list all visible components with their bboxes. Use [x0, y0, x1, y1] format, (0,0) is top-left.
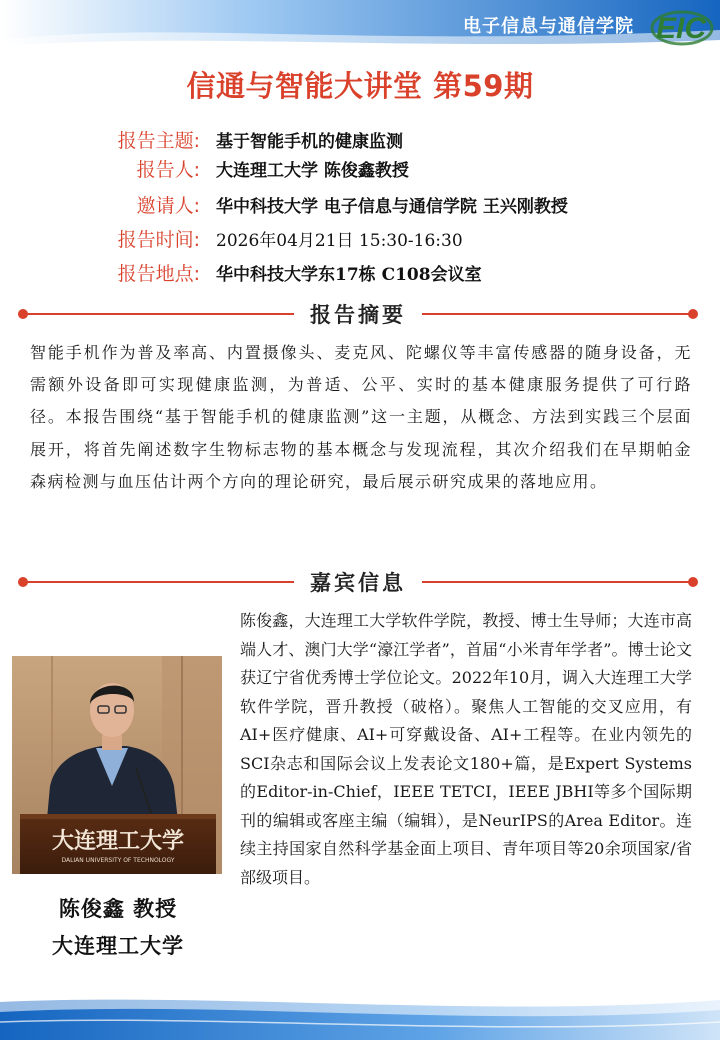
podium-subtext: DALIAN UNIVERSITY OF TECHNOLOGY: [61, 857, 175, 864]
info-speaker-row: [0, 155, 720, 185]
speaker-photo-icon: [12, 656, 222, 874]
speaker-value: 大连理工大学 陈俊鑫教授: [216, 161, 409, 181]
time-label: 报告时间:: [117, 229, 200, 251]
guest-bio: 陈俊鑫，大连理工大学软件学院，教授、博士生导师；大连市高端人才、澳门大学“濠江学者”，首届“小米青年学者”。博士论文获辽宁省优秀博士学位论文。2022年10月，调入大连理工大学软件学院，晋升教授（破格）。聚焦人工智能的交叉应用，有AI+医疗健康、AI+可穿戴设备、AI+工程等。在业内领先的SCI杂志和国际会议上发表论文180+篇，是Expert Systems 的Editor-in-Chief，IEEE TETCI，IEEE JBHI等多个国际期刊的编辑或客座主编（编辑），是NeurIPS的Area Editor。连续主持国家自然科学基金面上项目、青年项目等20余项国家/省部级项目。: [240, 611, 692, 887]
podium-text: 大连理工大学: [51, 828, 185, 854]
guest-organization: 大连理工大学: [52, 933, 184, 958]
speaker-label: 报告人:: [136, 159, 200, 181]
info-time-row: [0, 225, 720, 255]
inviter-value: 华中科技大学 电子信息与通信学院 王兴刚教授: [216, 197, 568, 217]
header-banner: [0, 0, 720, 52]
abstract-section-heading: [18, 299, 698, 329]
time-value: 2026年04月21日 15:30-16:30: [216, 231, 463, 251]
venue-label: 报告地点:: [117, 263, 200, 285]
logo-text: EIC: [655, 12, 707, 45]
topic-label: 报告主题:: [117, 130, 200, 152]
guest-section-heading: [18, 567, 698, 597]
speaker-photo: [12, 656, 222, 874]
topic-value: 基于智能手机的健康监测: [216, 132, 403, 152]
inviter-label: 邀请人:: [136, 195, 200, 217]
page-title: 信通与智能大讲堂 第59期: [186, 69, 534, 103]
abstract-text: 智能手机作为普及率高、内置摄像头、麦克风、陀螺仪等丰富传感器的随身设备，无需额外设备即可实现健康监测，为普适、公平、实时的基本健康服务提供了可行路径。本报告围绕“基于智能手机的健康监测”这一主题，从概念、方法到实践三个层面展开，将首先阐述数字生物标志物的基本概念与发现流程，其次介绍我们在早期帕金森病检测与血压估计两个方向的理论研究，最后展示研究成果的落地应用。: [30, 343, 692, 491]
guest-name: 陈俊鑫 教授: [58, 896, 178, 921]
footer-wave-graphic: [0, 988, 720, 1040]
info-topic-row: [0, 126, 720, 156]
college-logo-icon: [648, 6, 714, 48]
info-inviter-row: [0, 191, 720, 221]
abstract-heading: 报告摘要: [310, 302, 406, 327]
footer-banner: [0, 988, 720, 1040]
college-name: 电子信息与通信学院: [463, 16, 634, 37]
info-venue-row: [0, 259, 720, 289]
venue-value: 华中科技大学东17栋 C108会议室: [216, 265, 482, 285]
guest-heading: 嘉宾信息: [310, 570, 406, 595]
